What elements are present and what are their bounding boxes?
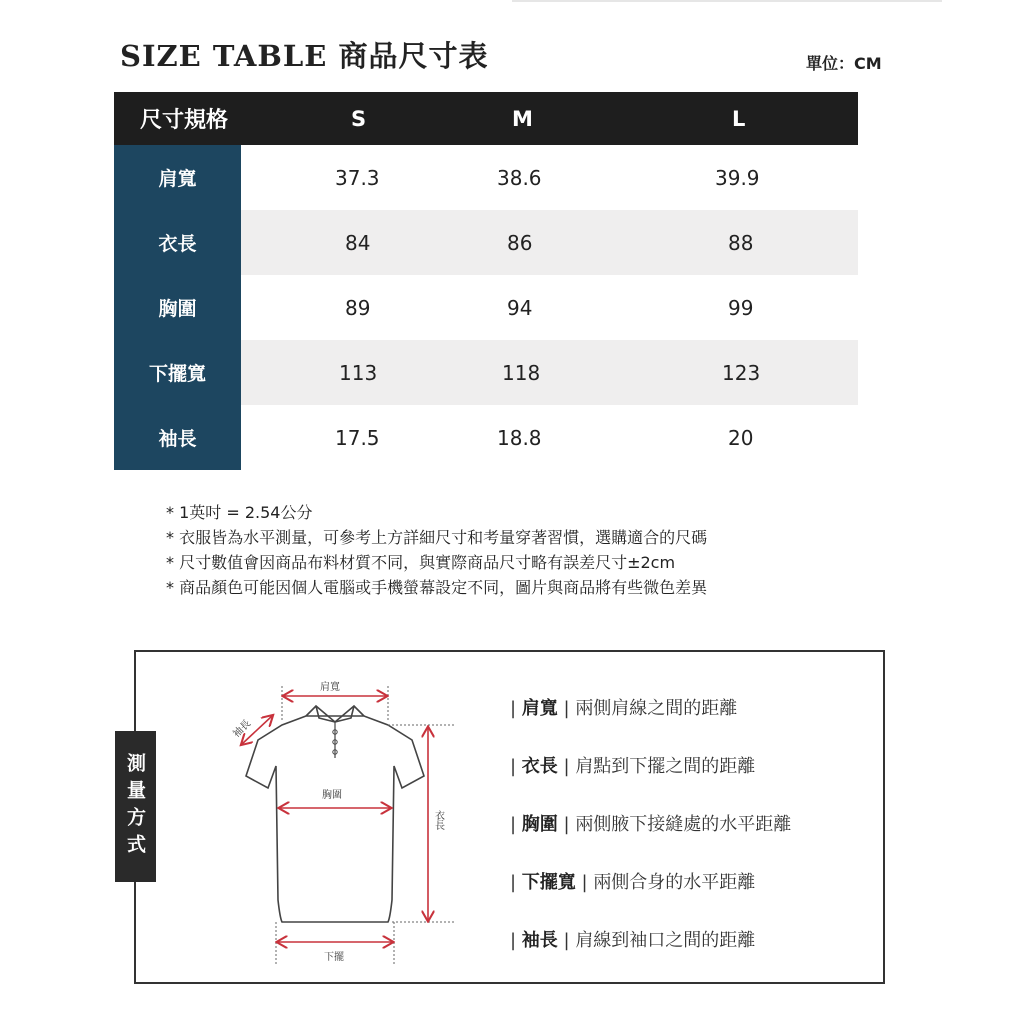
definition-desc: 兩側合身的水平距離: [593, 872, 756, 893]
table-row: [114, 145, 858, 210]
definition-desc: 兩側腋下接縫處的水平距離: [575, 814, 792, 835]
cell-hem-l: 123: [617, 340, 858, 405]
size-header-s: S: [241, 92, 474, 145]
label-length: 衣長: [432, 810, 444, 830]
notes-list: [166, 501, 707, 601]
measure-tab: 測量方式: [115, 731, 156, 882]
definition-desc: 肩點到下擺之間的距離: [575, 756, 756, 777]
table-row: [114, 275, 858, 340]
label-sleeve: 袖長: [231, 718, 254, 741]
top-divider: [512, 0, 942, 2]
cell-hem-m: 118: [474, 340, 617, 405]
size-table-header: [114, 92, 858, 145]
row-label-chest: 胸圍: [114, 275, 241, 340]
note-item: * 商品顏色可能因個人電腦或手機螢幕設定不同，圖片與商品將有些微色差異: [166, 577, 708, 597]
cell-length-s: 84: [241, 210, 474, 275]
row-label-shoulder: 肩寬: [114, 145, 241, 210]
label-shoulder: 肩寬: [320, 682, 340, 693]
table-row: [114, 210, 858, 275]
row-label-length: 衣長: [114, 210, 241, 275]
note-item: * 1英吋 = 2.54公分: [166, 503, 313, 522]
row-label-hem: 下擺寬: [114, 340, 241, 405]
cell-chest-s: 89: [345, 295, 371, 320]
title-english: SIZE TABLE: [120, 39, 328, 73]
definition-desc: 兩側肩線之間的距離: [575, 698, 738, 719]
label-hem: 下擺: [324, 952, 344, 963]
row-label-sleeve: 袖長: [114, 405, 241, 470]
definition-term: 袖長: [521, 930, 558, 951]
list-item: | 肩寬 | 兩側肩線之間的距離: [510, 698, 738, 719]
title-chinese: 商品尺寸表: [338, 39, 489, 73]
cell-chest-l: 99: [728, 295, 754, 320]
definition-term: 胸圍: [521, 814, 558, 835]
cell-length-m: 86: [474, 210, 617, 275]
garment-diagram: [220, 670, 470, 970]
table-row: [114, 405, 858, 470]
size-table: [114, 92, 858, 470]
size-spec-header: 尺寸規格: [114, 92, 241, 145]
list-item: | 袖長 | 肩線到袖口之間的距離: [510, 930, 756, 951]
table-row: [114, 340, 858, 405]
definition-term: 衣長: [521, 756, 558, 777]
cell-sleeve-s: 17.5: [335, 425, 380, 450]
page-title: [120, 34, 489, 75]
size-header-l: L: [617, 92, 858, 145]
note-item: * 尺寸數值會因商品布料材質不同，與實際商品尺寸略有誤差尺寸±2cm: [166, 552, 676, 572]
definition-term: 肩寬: [521, 698, 558, 719]
cell-length-l: 88: [617, 210, 858, 275]
cell-shoulder-s: 37.3: [335, 165, 380, 190]
list-item: | 下擺寬 | 兩側合身的水平距離: [510, 872, 756, 893]
cell-shoulder-m: 38.6: [497, 165, 542, 190]
note-item: * 衣服皆為水平測量，可參考上方詳細尺寸和考量穿著習慣，選購適合的尺碼: [166, 527, 708, 547]
size-header-m: M: [474, 92, 617, 145]
cell-sleeve-l: 20: [728, 425, 754, 450]
cell-shoulder-l: 39.9: [715, 165, 760, 190]
cell-hem-s: 113: [241, 340, 474, 405]
definition-desc: 肩線到袖口之間的距離: [575, 930, 756, 951]
list-item: | 胸圍 | 兩側腋下接縫處的水平距離: [510, 814, 792, 835]
definition-list: [510, 694, 791, 984]
label-chest: 胸圍: [322, 790, 342, 801]
cell-sleeve-m: 18.8: [497, 425, 542, 450]
unit-label: 單位：CM: [806, 54, 882, 73]
cell-chest-m: 94: [507, 295, 533, 320]
definition-term: 下擺寬: [521, 872, 576, 893]
list-item: | 衣長 | 肩點到下擺之間的距離: [510, 756, 756, 777]
